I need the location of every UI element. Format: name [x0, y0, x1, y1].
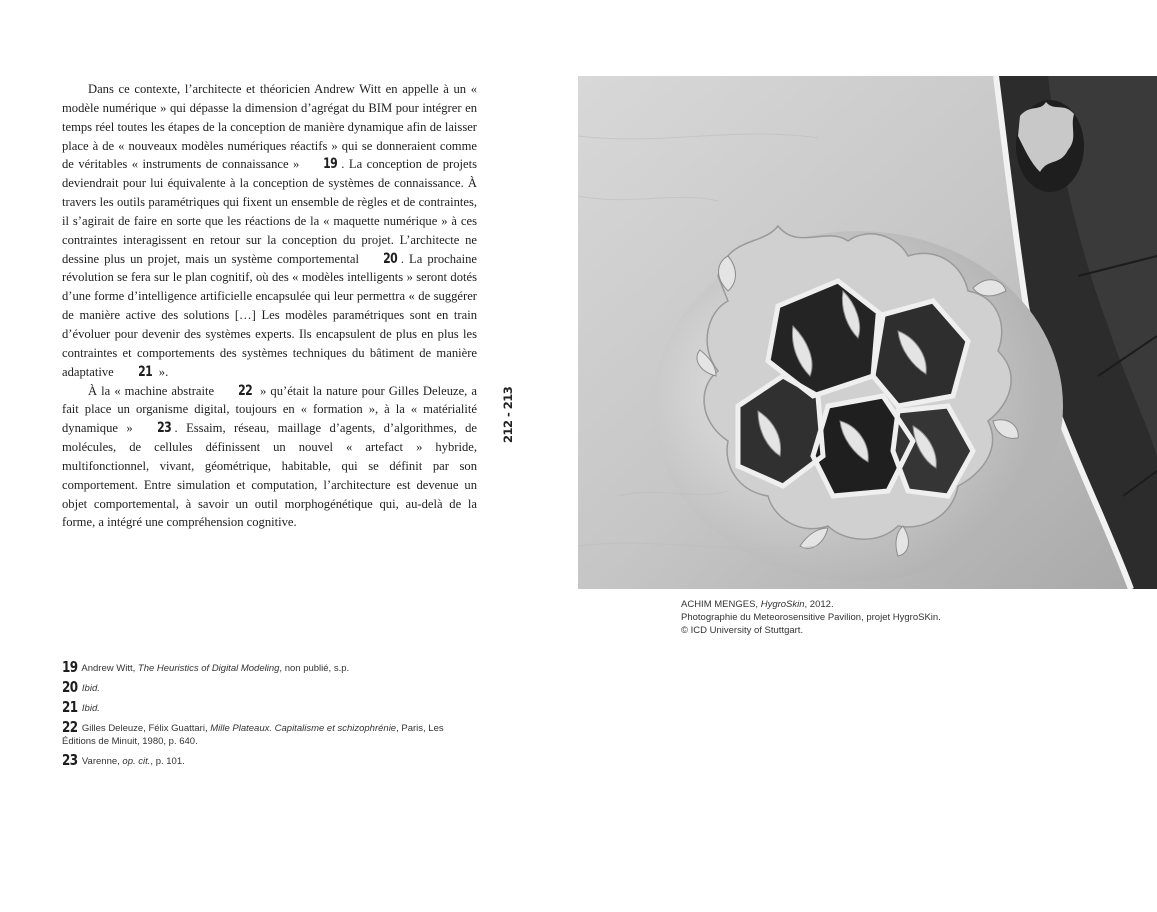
footnote-title: The Heuristics of Digital Modeling: [137, 663, 280, 674]
footnote-text-end: , p. 101.: [150, 756, 185, 767]
paragraph-1-text-d: ».: [155, 364, 169, 379]
footnote-22: [62, 718, 462, 748]
footnotes: [62, 658, 462, 774]
footnote-text: Gilles Deleuze, Félix Guattari,: [81, 723, 211, 734]
footnote-23: [62, 751, 462, 769]
footnote-number: 23: [62, 751, 78, 769]
paragraph-1-text-b: . La conception de projets deviendrait pour lui équivalente à la conception de systèmes de connaissance. À travers les outils paramétriques qui fixent un ensemble de règles et de contraintes, il s’agirait de faire en sorte que les réactions de la « maquette numérique » à ces contraintes interagissent en retour sur la conception du projet. L’architecte ne dessine plus un projet, mais un système comportemental: [62, 157, 477, 266]
footnote-number: 19: [62, 658, 78, 676]
paragraph-2-text-a: À la « machine abstraite: [88, 383, 215, 398]
caption-year: , 2012.: [804, 599, 834, 610]
paragraph-2-text-b: » qu’était la nature pour Gilles Deleuze, a fait place un organisme digital, toujours en « formation », à la « matérialité dynamique »: [62, 383, 477, 436]
footnote-title: Mille Plateaux. Capitalisme et schizophrénie: [210, 723, 397, 734]
footnote-text: Andrew Witt,: [81, 663, 138, 674]
footnote-number: 22: [62, 718, 78, 736]
hygroskin-photo: [578, 76, 1157, 589]
caption-work-title: HygroSkin: [760, 599, 805, 610]
paragraph-2: À la « machine abstraite 22 » qu’était la nature pour Gilles Deleuze, a fait place un organisme digital, toujours en « formation », à la « matérialité dynamique » 23 . Essaim, réseau, maillage d’agents, d’algorithmes, de molécules, de cellules définissent un nouvel « artefact » hybride, multifonctionnel, vivant, géométrique, habitable, qui se définit par son comportement. Entre simulation et computation, l’architecture est devenue un objet comportemental, à savoir un outil morphogénétique qui, au-delà de la forme, a intégré une compréhension cognitive.: [62, 382, 478, 530]
body-text: [62, 80, 477, 532]
footnote-text: Varenne,: [81, 756, 123, 767]
footnote-title: Ibid.: [81, 683, 100, 694]
footnote-number: 20: [62, 678, 78, 696]
footnote-title: op. cit.: [122, 756, 151, 767]
caption-line-2: Photographie du Meteorosensitive Pavilion, projet HygroSKin.: [681, 612, 941, 624]
footnote-19: [62, 658, 462, 676]
footnote-title: Ibid.: [81, 703, 100, 714]
footnote-20: [62, 678, 462, 696]
page-folio: 212 - 213: [501, 386, 515, 443]
paragraph-2-text-c: . Essaim, réseau, maillage d’agents, d’algorithmes, de molécules, de cellules définissent un nouvel « artefact » hybride, multifonctionnel, vivant, géométrique, habitable, qui se définit par son comportement. Entre simulation et computation, l’architecture est devenue un objet comportemental, à savoir un outil morphogénétique qui, au-delà de la forme, a intégré une compréhension cognitive.: [62, 421, 478, 530]
footnote-text-end: , non publié, s.p.: [279, 663, 350, 674]
paragraph-1: Dans ce contexte, l’architecte et théoricien Andrew Witt en appelle à un « modèle numérique » qui dépasse la dimension d’agrégat du BIM pour intégrer en temps réel toutes les étapes de la conception de manière dynamique afin de laisser place à de « nouveaux modèles numériques réactifs » qui se donneraient comme de véritables « instruments de connaissance » 19 . La conception de projets deviendrait pour lui équivalente à la conception de systèmes de connaissance. À travers les outils paramétriques qui fixent un ensemble de règles et de contraintes, il s’agirait de faire en sorte que les réactions de la « maquette numérique » à ces contraintes interagissent en retour sur la conception du projet. L’architecte ne dessine plus un projet, mais un système comportemental 20 . La prochaine révolution se fera sur le plan cognitif, où des « modèles intelligents » seront dotés d’une forme d’intelligence artificielle encapsulée qui leur permettra « de suggérer de manière active des solutions […] Les modèles paramétriques sont en train d’évoluer pour devenir des systèmes experts. Ils encapsulent de plus en plus les contraintes et comportements des systèmes techniques du bâtiment de manière adaptative 21 ».: [62, 82, 477, 380]
footnote-text-end: , Paris, Les Éditions de Minuit, 1980, p. 640.: [62, 723, 444, 747]
footnote-number: 21: [62, 698, 78, 716]
paragraph-1-text-a: Dans ce contexte, l’architecte et théoricien Andrew Witt en appelle à un « modèle numérique » qui dépasse la dimension d’agrégat du BIM pour intégrer en temps réel toutes les étapes de la conception de manière dynamique afin de laisser place à de « nouveaux modèles numériques réactifs » qui se donneraient comme de véritables « instruments de connaissance »: [62, 82, 477, 172]
caption-author: ACHIM MENGES,: [681, 599, 761, 610]
caption-line-3: © ICD University of Stuttgart.: [681, 625, 804, 637]
footnote-21: [62, 698, 462, 716]
caption-line-1: [681, 598, 1061, 611]
photo-caption: [681, 598, 1061, 638]
paragraph-1-text-c: . La prochaine révolution se fera sur le plan cognitif, où des « modèles intelligents » seront dotés d’une forme d’intelligence artificielle encapsulée qui leur permettra « de suggérer de manière active des solutions […] Les modèles paramétriques sont en train d’évoluer pour devenir des systèmes experts. Ils encapsulent de plus en plus les contraintes et comportements des systèmes techniques du bâtiment de manière adaptative: [62, 251, 477, 379]
